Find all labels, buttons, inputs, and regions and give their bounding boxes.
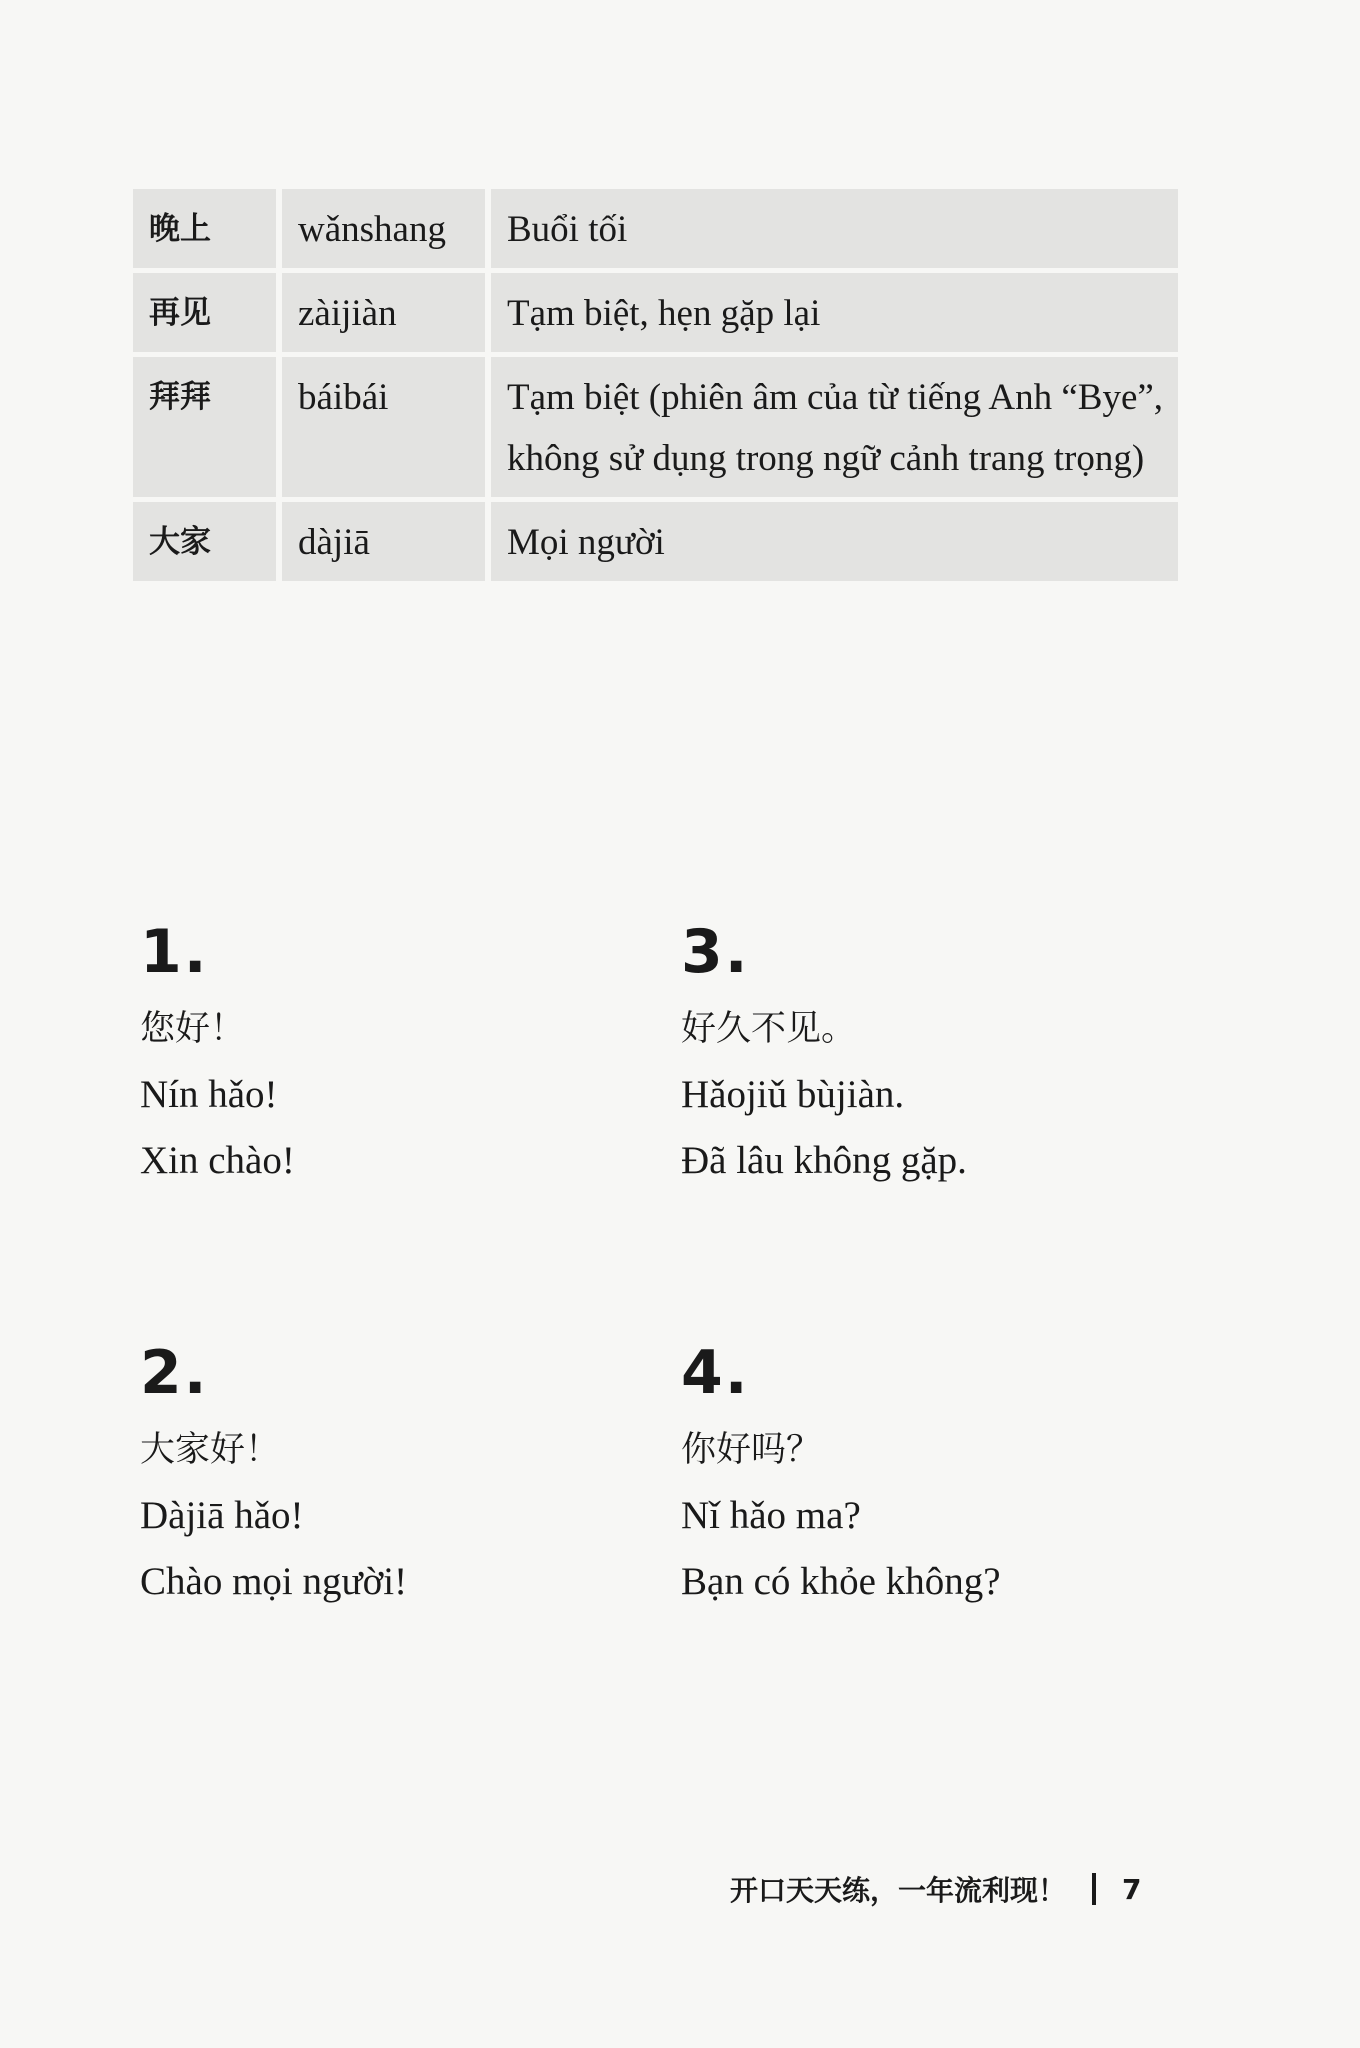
vocab-hanzi: 晚上	[133, 189, 276, 268]
vocab-pinyin: zàijiàn	[282, 273, 485, 352]
vocab-row	[133, 357, 1178, 497]
example-meaning: Đã lâu không gặp.	[681, 1139, 967, 1182]
vocab-pinyin: báibái	[282, 357, 485, 497]
page-number: 7	[1122, 1872, 1142, 1906]
example-hanzi: 好久不见。	[681, 1009, 857, 1049]
vocab-meaning: Tạm biệt, hẹn gặp lại	[491, 273, 1178, 352]
example-number: 1.	[140, 917, 209, 987]
vocab-row	[133, 189, 1178, 268]
example-number: 2.	[140, 1338, 209, 1408]
vocab-pinyin: wǎnshang	[282, 189, 485, 268]
vocab-row	[133, 273, 1178, 352]
vocab-meaning: Mọi người	[491, 502, 1178, 581]
vocab-pinyin: dàjiā	[282, 502, 485, 581]
page-footer	[730, 1869, 1142, 1909]
vocab-meaning: Tạm biệt (phiên âm của từ tiếng Anh “Bye”, không sử dụng trong ngữ cảnh trang trọng)	[491, 357, 1178, 497]
example-3	[681, 917, 1201, 1194]
example-pinyin: Dàjiā hǎo!	[140, 1494, 304, 1537]
example-number: 3.	[681, 917, 750, 987]
example-pinyin: Nǐ hǎo ma?	[681, 1494, 861, 1537]
example-pinyin: Nín hǎo!	[140, 1073, 278, 1116]
example-meaning: Xin chào!	[140, 1139, 295, 1182]
vocab-hanzi: 大家	[133, 502, 276, 581]
example-hanzi: 您好！	[140, 1009, 246, 1049]
example-number: 4.	[681, 1338, 750, 1408]
example-meaning: Chào mọi người!	[140, 1560, 408, 1603]
vocab-meaning: Buổi tối	[491, 189, 1178, 268]
vocab-hanzi: 拜拜	[133, 357, 276, 497]
example-2	[140, 1338, 660, 1615]
example-1	[140, 917, 660, 1194]
vocabulary-table	[133, 189, 1178, 581]
footer-divider	[1092, 1873, 1096, 1905]
example-pinyin: Hǎojiǔ bùjiàn.	[681, 1073, 905, 1116]
example-4	[681, 1338, 1201, 1615]
footer-slogan: 开口天天练，一年流利现！	[730, 1874, 1067, 1907]
vocab-row	[133, 502, 1178, 581]
vocab-hanzi: 再见	[133, 273, 276, 352]
example-meaning: Bạn có khỏe không?	[681, 1560, 1001, 1603]
example-hanzi: 大家好！	[140, 1430, 281, 1470]
example-hanzi: 你好吗？	[681, 1430, 822, 1470]
